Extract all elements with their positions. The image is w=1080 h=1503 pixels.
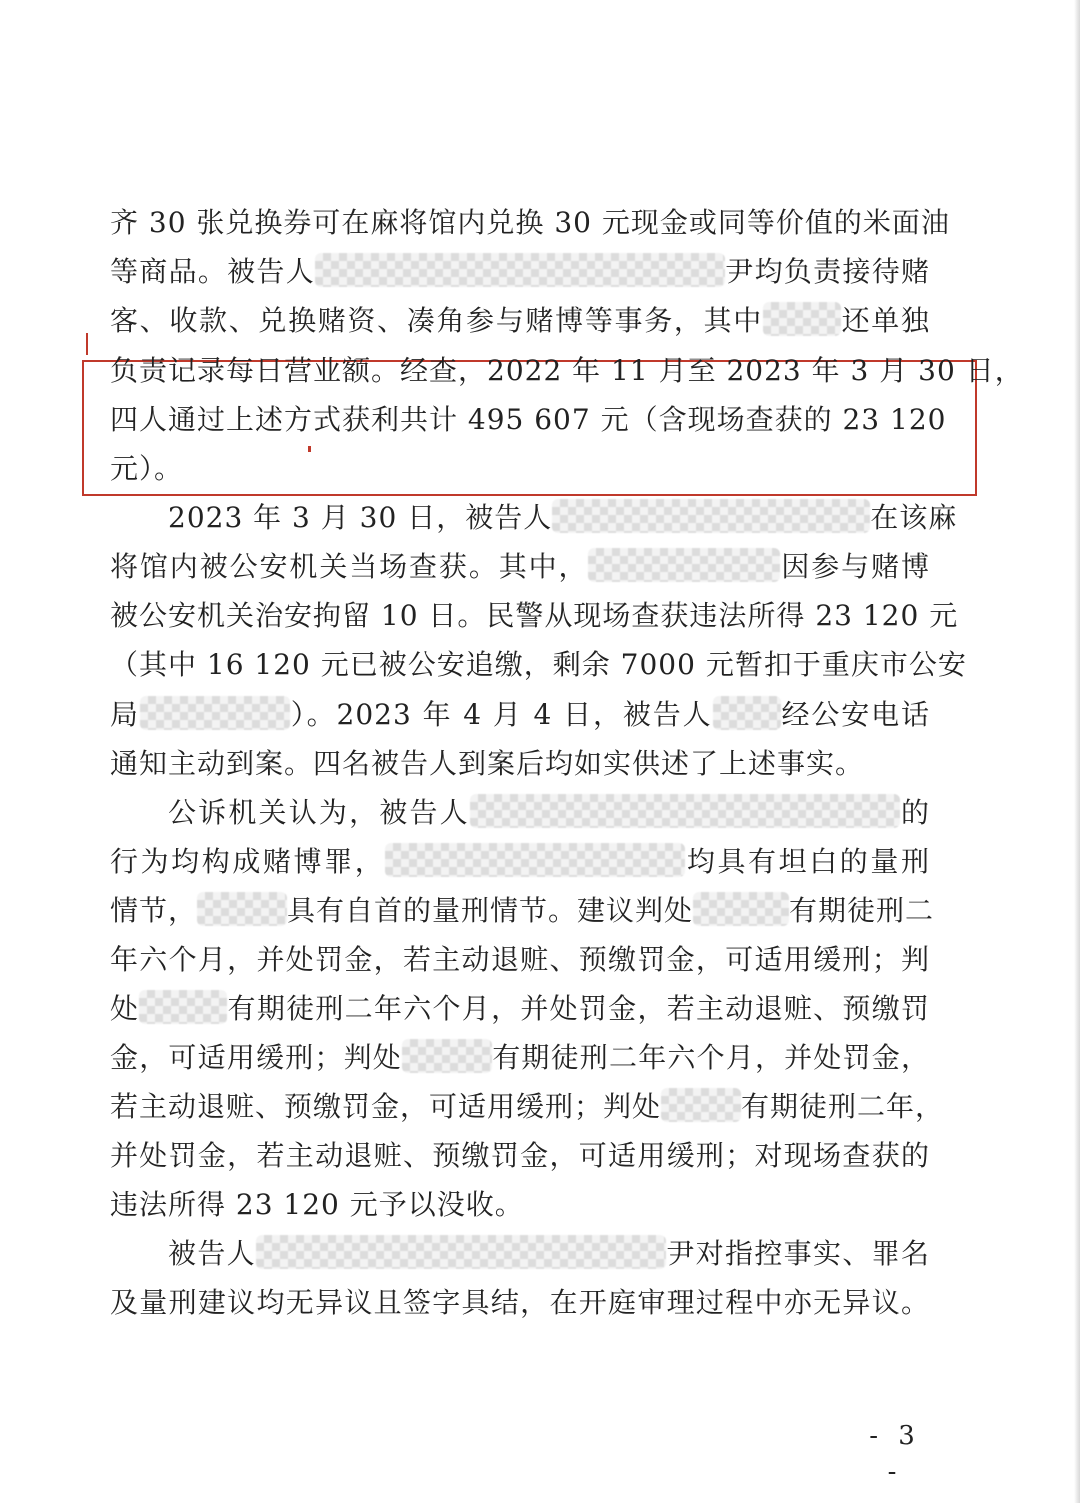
- paragraph-line: [110, 695, 930, 735]
- redaction-mask: [470, 794, 900, 828]
- text-segment: 通知主动到案。四名被告人到案后均如实供述了上述事实。: [110, 747, 865, 780]
- text-segment: 因参与赌博: [780, 550, 930, 583]
- paragraph-line: [110, 940, 930, 980]
- text-segment: 金，可适用缓刑；判处: [110, 1041, 402, 1074]
- redaction-mask: [661, 1088, 741, 1122]
- text-segment: 尹对指控事实、罪名: [666, 1237, 930, 1270]
- paragraph-line: [110, 891, 935, 931]
- text-segment: 经公安电话: [780, 698, 930, 731]
- text-segment: 有期徒刑二年，: [741, 1090, 945, 1123]
- paragraph-line: [168, 498, 958, 538]
- redaction-mask: [552, 499, 870, 533]
- paragraph-line: [110, 351, 1024, 391]
- text-segment: 元）。: [110, 452, 184, 485]
- text-segment: 及量刑建议均无异议且签字具结，在开庭审理过程中亦无异议。: [110, 1286, 930, 1319]
- paragraph-line: [110, 252, 930, 292]
- redaction-mask: [693, 892, 789, 926]
- text-segment: （其中 16 120 元已被公安追缴，剩余 7000 元暂扣于重庆市公安: [110, 648, 967, 681]
- paragraph-line: [110, 842, 930, 882]
- redaction-mask: [713, 696, 781, 730]
- text-segment: 尹均负责接待赌: [725, 255, 930, 288]
- paragraph-line: [110, 596, 959, 636]
- text-segment: 四人通过上述方式获利共计 495 607 元（含现场查获的 23 120: [110, 403, 947, 436]
- redaction-mask: [385, 843, 685, 877]
- text-segment: 在该麻: [870, 501, 958, 534]
- text-segment: 公诉机关认为，被告人: [168, 796, 470, 829]
- redaction-mask: [402, 1039, 492, 1073]
- redaction-mask: [315, 253, 725, 287]
- text-segment: 有期徒刑二年六个月，并处罚金，若主动退赃、预缴罚: [227, 992, 930, 1025]
- text-segment: 处: [110, 992, 140, 1025]
- text-segment: 违法所得 23 120 元予以没收。: [110, 1188, 524, 1221]
- text-segment: 均具有坦白的量刑: [685, 845, 930, 878]
- text-segment: 并处罚金，若主动退赃、预缴罚金，可适用缓刑；对现场查获的: [110, 1139, 930, 1172]
- redaction-mask: [139, 990, 227, 1024]
- text-segment: 被告人: [168, 1237, 256, 1270]
- text-segment: 年六个月，并处罚金，若主动退赃、预缴罚金，可适用缓刑；判: [110, 943, 930, 976]
- text-segment: 将馆内被公安机关当场查获。其中，: [110, 550, 589, 583]
- text-segment: 若主动退赃、预缴罚金，可适用缓刑；判处: [110, 1090, 662, 1123]
- text-segment: 负责记录每日营业额。经查，2022 年 11 月至 2023 年 3 月 30 日，: [110, 354, 1024, 387]
- page-number: - 3 -: [869, 1421, 921, 1487]
- annotation-tick-mark: [86, 333, 88, 355]
- text-segment: 等商品。被告人: [110, 255, 315, 288]
- paragraph-line: [168, 1234, 930, 1274]
- text-segment: 的: [899, 796, 930, 829]
- paragraph-line: [110, 1283, 930, 1323]
- paragraph-line: [110, 1087, 945, 1127]
- redaction-mask: [256, 1235, 666, 1269]
- text-segment: 2023 年 3 月 30 日，被告人: [168, 501, 553, 534]
- text-segment: 情节，: [110, 894, 198, 927]
- text-segment: 有期徒刑二: [789, 894, 935, 927]
- text-segment: 还单独: [840, 304, 930, 337]
- redaction-mask: [197, 892, 287, 926]
- text-segment: 客、收款、兑换赌资、凑角参与赌博等事务，其中: [110, 304, 763, 337]
- paragraph-line: [110, 744, 930, 784]
- paragraph-line: [110, 547, 930, 587]
- paragraph-line: [110, 645, 967, 685]
- text-segment: ）。2023 年 4 月 4 日，被告人: [289, 698, 713, 731]
- redaction-mask: [588, 548, 780, 582]
- text-segment: 被公安机关治安拘留 10 日。民警从现场查获违法所得 23 120 元: [110, 599, 959, 632]
- paragraph-line: [110, 989, 930, 1029]
- redaction-mask: [140, 696, 290, 730]
- paragraph-line: [110, 1136, 930, 1176]
- redaction-mask: [763, 302, 841, 336]
- paragraph-line: [110, 400, 947, 440]
- text-segment: 具有自首的量刑情节。建议判处: [287, 894, 694, 927]
- text-segment: 行为均构成赌博罪，: [110, 845, 386, 878]
- paragraph-line: [168, 793, 930, 833]
- paragraph-line: [110, 1038, 930, 1078]
- page-edge-shadow: [1074, 0, 1080, 1503]
- text-segment: 有期徒刑二年六个月，并处罚金，: [492, 1041, 930, 1074]
- paragraph-line: [110, 301, 930, 341]
- text-segment: 局: [110, 698, 140, 731]
- paragraph-line: [110, 1185, 930, 1225]
- paragraph-line: [110, 203, 950, 243]
- paragraph-line: [110, 449, 930, 489]
- text-segment: 齐 30 张兑换券可在麻将馆内兑换 30 元现金或同等价值的米面油: [110, 206, 950, 239]
